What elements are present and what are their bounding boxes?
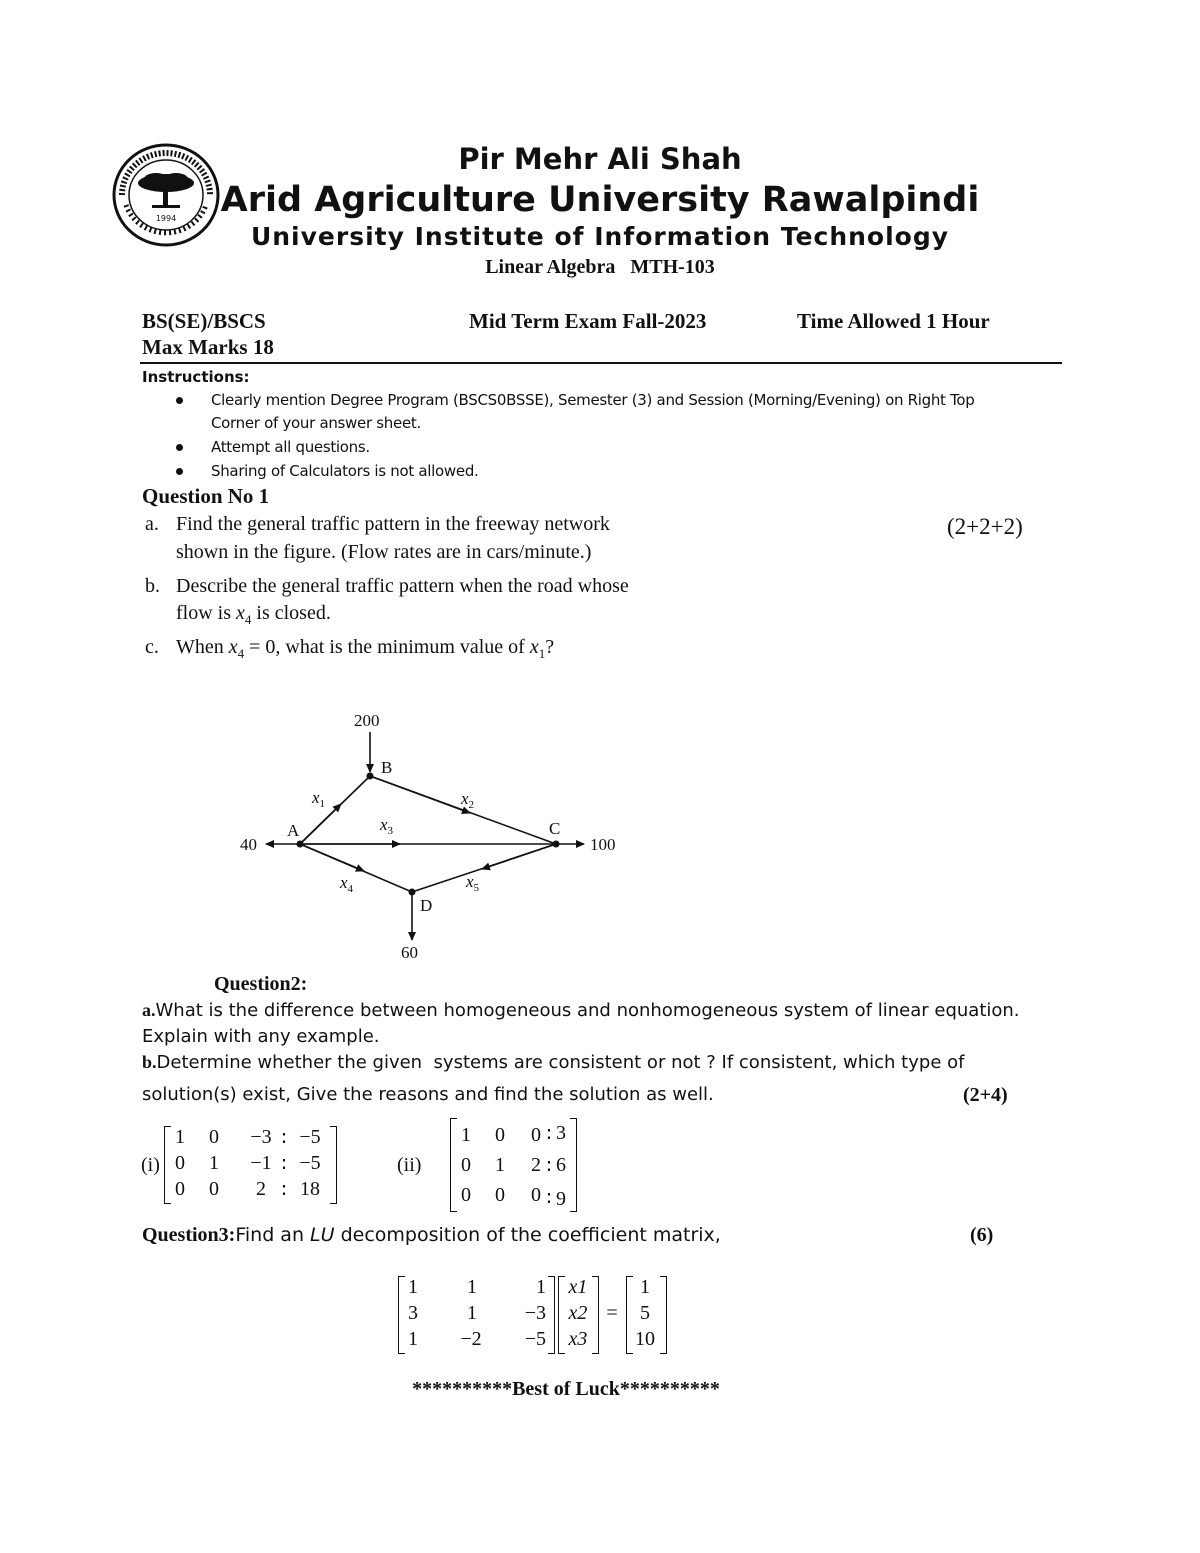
instructions-title: Instructions: [142, 368, 250, 386]
matrix-cell: 0 [461, 1154, 471, 1176]
question2-title: Question2: [214, 973, 308, 995]
q1c-text: When $x_4 = 0$, what is the minimum value of $x_1$? [176, 636, 555, 661]
q2a-text: a.What is the difference between homogeneous and nonhomogeneous system of linear equation. [142, 1000, 1020, 1021]
exam-title: Mid Term Exam Fall-2023 [469, 309, 707, 333]
matrix-cell: ∶ [546, 1188, 552, 1210]
q1-marks: (2+2+2) [947, 514, 1023, 539]
matrix-cell: 0 [531, 1124, 541, 1146]
matrix-cell: −1 [250, 1152, 272, 1174]
matrix-cell: 2 [256, 1178, 266, 1200]
time-allowed: Time Allowed 1 Hour [797, 309, 990, 333]
equals-sign: = [606, 1302, 618, 1324]
matrix-cell: 0 [461, 1184, 471, 1206]
node-b-label: B [381, 758, 393, 777]
instruction-item: Sharing of Calculators is not allowed. [211, 462, 479, 480]
q2a-line2: Explain with any example. [142, 1026, 380, 1047]
matrix-cell: 0 [495, 1124, 505, 1146]
q2b-line2: solution(s) exist, Give the reasons and find the solution as well. [142, 1084, 714, 1105]
matrix-cell: −3 [524, 1302, 546, 1324]
matrix-cell: 0 [175, 1152, 185, 1174]
q1b-line2: flow is $x_4$ is closed. [176, 602, 331, 627]
seal-year: 1994 [155, 214, 177, 223]
matrix-i-label: (i) [141, 1154, 160, 1176]
q1b-label: b. [145, 575, 160, 597]
node-b [367, 773, 374, 780]
question3-text: Question3:Find an LU decomposition of the coefficient matrix, [142, 1224, 721, 1246]
node-a-label: A [287, 821, 300, 840]
bullet-icon [176, 397, 183, 404]
matrix-cell: x1 [568, 1276, 588, 1298]
matrix-cell: 0 [209, 1178, 219, 1200]
matrix-cell: 1 [175, 1126, 185, 1148]
matrix-cell: −3 [250, 1126, 272, 1148]
q1a-line1: Find the general traffic pattern in the freeway network [176, 513, 610, 535]
matrix-cell: −5 [299, 1126, 321, 1148]
outflow-c-value: 100 [590, 835, 616, 854]
x1-label: $x_1$ [312, 788, 326, 810]
matrix-cell: 1 [467, 1302, 477, 1324]
q1c-label: c. [145, 636, 159, 658]
matrix-cell: 6 [556, 1154, 566, 1176]
x3-label: $x_3$ [380, 815, 394, 837]
matrix-cell: 0 [495, 1184, 505, 1206]
matrix-cell: 1 [408, 1328, 418, 1350]
outflow-d-value: 60 [401, 943, 418, 962]
instruction-item: Clearly mention Degree Program (BSCS0BSSE), Semester (3) and Session (Morning/Evening) on Right Top [211, 391, 975, 409]
lu-system-equation [398, 1272, 678, 1356]
x5-label: $x_5$ [466, 872, 480, 894]
matrix-cell: ∶ [546, 1124, 552, 1146]
matrix-cell: 0 [209, 1126, 219, 1148]
question1-title: Question No 1 [142, 484, 270, 508]
bullet-icon [176, 444, 183, 451]
matrix-cell: 0 [175, 1178, 185, 1200]
matrix-cell: 3 [556, 1122, 566, 1144]
q1b-line1: Describe the general traffic pattern when the road whose [176, 575, 629, 597]
matrix-cell: −5 [524, 1328, 546, 1350]
matrix-cell: 18 [300, 1178, 320, 1200]
matrix-cell: 10 [635, 1328, 655, 1350]
outflow-a-value: 40 [240, 835, 257, 854]
matrix-cell: ∶ [281, 1154, 287, 1176]
matrix-cell: −2 [460, 1328, 482, 1350]
bullet-icon [176, 468, 183, 475]
matrix-cell: 1 [209, 1152, 219, 1174]
augmented-matrix-ii [450, 1116, 585, 1214]
course-title: Linear Algebra MTH-103 [485, 256, 715, 278]
x2-label: $x_2$ [461, 789, 475, 811]
x4-label: $x_4$ [340, 873, 354, 895]
matrix-cell: −5 [299, 1152, 321, 1174]
matrix-ii-label: (ii) [397, 1154, 422, 1176]
matrix-cell: 1 [408, 1276, 418, 1298]
matrix-cell: 5 [640, 1302, 650, 1324]
matrix-cell: 1 [461, 1124, 471, 1146]
node-c-label: C [549, 819, 561, 838]
q1a-label: a. [145, 513, 159, 535]
header-divider [140, 362, 1062, 364]
q2-marks: (2+4) [963, 1084, 1008, 1106]
best-of-luck-footer: **********Best of Luck********** [412, 1378, 720, 1400]
matrix-cell: 1 [467, 1276, 477, 1298]
header-line1: Pir Mehr Ali Shah [458, 142, 742, 176]
program-label: BS(SE)/BSCS [142, 309, 266, 333]
instruction-item: Corner of your answer sheet. [211, 414, 421, 432]
matrix-cell: 3 [408, 1302, 418, 1324]
max-marks: Max Marks 18 [142, 335, 274, 359]
matrix-cell: ∶ [281, 1128, 287, 1150]
matrix-cell: 1 [640, 1276, 650, 1298]
freeway-network-diagram [230, 700, 650, 970]
matrix-cell: 1 [536, 1276, 546, 1298]
matrix-cell: 0 [531, 1184, 541, 1206]
matrix-cell: ∶ [546, 1156, 552, 1178]
header-institute-name: University Institute of Information Technology [250, 222, 950, 251]
augmented-matrix-i [164, 1122, 344, 1206]
q1a-line2: shown in the figure. (Flow rates are in cars/minute.) [176, 541, 592, 563]
matrix-cell: ∶ [281, 1180, 287, 1202]
matrix-cell: 1 [495, 1154, 505, 1176]
header-university-name: Arid Agriculture University Rawalpindi [220, 180, 980, 220]
matrix-cell: x2 [568, 1302, 588, 1324]
node-a [297, 841, 304, 848]
node-c [553, 841, 560, 848]
q3-marks: (6) [970, 1224, 994, 1246]
node-d [409, 889, 416, 896]
instruction-item: Attempt all questions. [211, 438, 370, 456]
matrix-cell: 2 [531, 1154, 541, 1176]
q2b-text: b.Determine whether the given systems are consistent or not ? If consistent, which type of [142, 1052, 965, 1073]
matrix-cell: 9 [556, 1188, 566, 1210]
node-d-label: D [420, 896, 433, 915]
inflow-b-value: 200 [354, 711, 380, 730]
matrix-cell: x3 [568, 1328, 588, 1350]
